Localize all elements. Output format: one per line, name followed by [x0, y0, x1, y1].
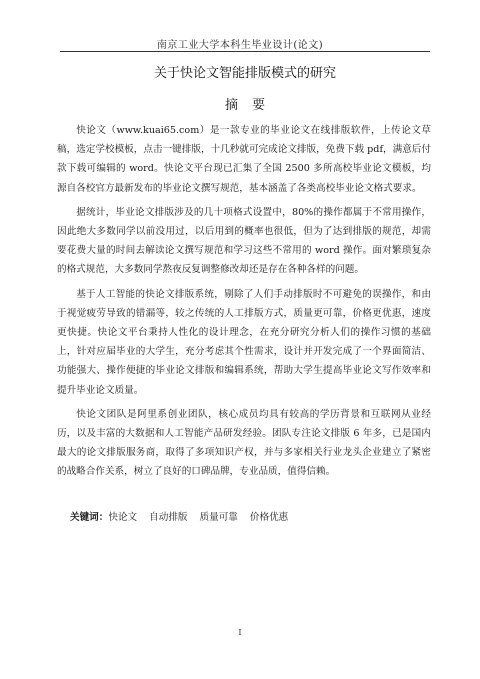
abstract-paragraph: 快论文（www.kuai65.com）是一款专业的毕业论文在线排版软件，上传论文草稿，选定学校模板，点击一键排版，十几秒就可完成论文排版，免费下载 pdf，满意后付款下载可编辑的 word。快论文平台现已汇集了全国 2500 多所高校毕业论文模板，均源自各校官方最新发布的毕业论文撰写规范，基本涵盖了各类高校毕业论文格式要求。	[57, 125, 431, 194]
abstract-paragraph: 快论文团队是阿里系创业团队，核心成员均具有较高的学历背景和互联网从业经历，以及丰富的大数据和人工智能产品研发经验。团队专注论文排版 6 年多，已是国内最大的论文排版服务商，取得了多项知识产权，并与多家相关行业龙头企业建立了紧密的战略合作关系，树立了良好的口碑品牌，专业品质，值得信赖。	[57, 408, 431, 478]
header-divider	[60, 51, 430, 52]
abstract-paragraph: 基于人工智能的快论文排版系统，剔除了人们手动排版时不可避免的误操作，和由于视觉疲劳导致的错漏等，较之传统的人工排版方式，质量更可靠，价格更优惠，速度更快捷。快论文平台秉持人性化的设计理念，在充分研究分析人们的操作习惯的基础上，针对应届毕业的大学生，充分考虑其个性需求，设计并开发完成了一个界面简洁、功能强大、操作便捷的毕业论文排版和编辑系统，帮助大学生提高毕业论文写作效率和提升毕业论文质量。	[57, 288, 431, 396]
running-header: 南京工业大学本科生毕业设计(论文)	[156, 40, 324, 51]
keyword-item: 价格优惠	[249, 512, 289, 523]
keyword-item: 快论文	[108, 512, 138, 523]
keyword-item: 自动排版	[149, 512, 188, 523]
abstract-body	[57, 121, 431, 487]
keywords-line	[70, 509, 300, 523]
abstract-paragraph: 据统计，毕业论文排版涉及的几十项格式设置中，80%的操作都属于不常用操作，因此绝大多数同学以前没用过，以后用到的概率也很低，但为了达到排版的规范，却需要花费大量的时间去解读论文撰写规范和学习这些不常用的 word 操作。面对繁琐复杂的格式规范，大多数同学熬夜反复调整修改却还是存在各种各样的问题。	[57, 206, 431, 276]
page-title: 关于快论文智能排版模式的研究	[153, 66, 336, 81]
keyword-item: 质量可靠	[199, 512, 238, 523]
abstract-heading: 摘要	[224, 98, 279, 113]
keywords-label: 关键词：	[70, 512, 109, 523]
page-number: I	[238, 628, 242, 637]
